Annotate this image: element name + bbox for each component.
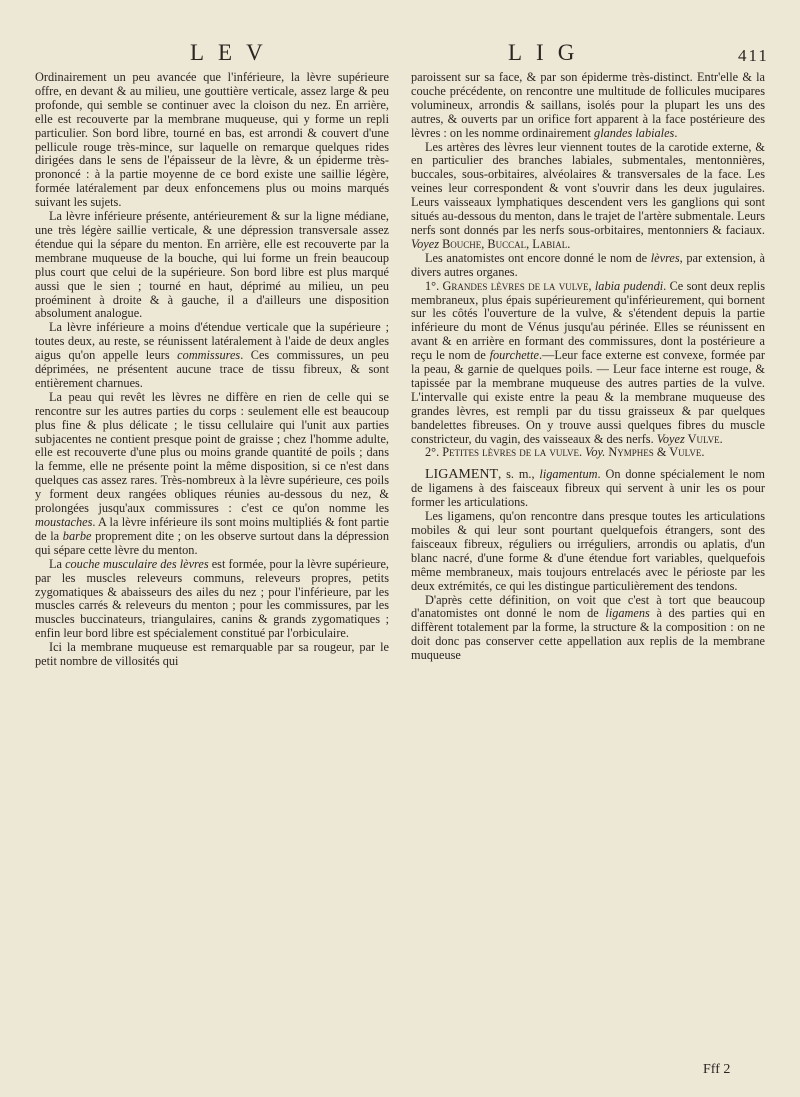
- term: commissures: [177, 348, 241, 363]
- term: couche musculaire des lèvres: [65, 556, 209, 571]
- numbering: 2°.: [425, 445, 443, 460]
- page-number: 411: [738, 46, 769, 65]
- paragraph: Ici la membrane muqueuse est remarquable par sa rougeur, par le petit nombre de villosités qui: [35, 640, 389, 669]
- paragraph: [411, 446, 765, 460]
- text: à des parties qui en diffèrent totalement par la forme, la structure & la composition : on ne doit donc pas conserver cette appellation aux replis de la membrane muqueuse: [411, 606, 765, 663]
- term: barbe: [62, 528, 92, 543]
- subheading: Petites lèvres de la vulve: [442, 445, 580, 460]
- cross-reference-targets: Nymphes & Vulve.: [605, 445, 705, 460]
- text: La peau qui revêt les lèvres ne diffère en rien de celle qui se rencontre sur les autres parties du corps : seulement elle est beaucoup plus fine & plus délicate ; le tissu cellulaire qui l'unit aux parties subjacentes ne contient presque point de graisse ; chez l'homme adulte, elle est recouverte d'une plus ou moins grande quantité de poils ; dans la femme, elle ne présente point la même disposition, si ce n'est dans quelques cas assez rares. Très-nombreux à la lèvre supérieure, ces poils y forment deux rangées obliques réunies au-dessous du nez, & prolongées jusqu'aux commissures : c'est ce qu'on nomme les: [35, 389, 389, 516]
- text: Les anatomistes ont encore donné le nom de: [425, 250, 651, 265]
- entry-headword: LIGAMENT: [425, 467, 499, 483]
- cross-reference-target: Vulve.: [684, 431, 723, 446]
- paragraph: [35, 321, 389, 391]
- paragraph: Les ligamens, qu'on rencontre dans presque toutes les articulations mobiles & qui leur sont pourtant quelquefois étrangers, sont des faisceaux fibreux, réguliers ou irréguliers, arrondis ou aplatis, d'un blanc nacré, d'une forme & d'une étendue fort variables, quelquefois même membraneux, mais toujours entrelacés avec le périoste par les deux extrémités, ce qui les distingue particulièrement des tendons.: [411, 509, 765, 593]
- text: .: [674, 125, 678, 140]
- text: . On donne spécialement le nom de ligamens à des faisceaux fibreux qui servent à unir les os pour former les articulations.: [411, 467, 765, 510]
- text: . Ces commissures, un peu déprimées, ne présentent aucune trace de tissu fibreux, & sont entièrement charnues.: [35, 348, 389, 390]
- text: est formée, pour la lèvre supérieure, par les muscles releveurs communs, releveurs propres, petits zygomatiques & abaisseurs des ailes du nez ; pour l'inférieure, par les muscles carrés & releveurs du menton ; pour les commissures, par les muscles buccinateurs, triangulaires, canins & grands zygomatiques ; enfin leur bord libre est spécialement constitué par l'orbiculaire.: [35, 556, 389, 641]
- text: , par extension, à divers autres organes.: [411, 250, 765, 279]
- cross-reference-targets: Bouche, Buccal, Labial.: [439, 236, 571, 251]
- term: glandes labiales: [594, 125, 675, 140]
- text: .—Leur face externe est convexe, formée par la peau, & garnie de quelques poils. — Leur face interne est rouge, & tapissée par la membrane muqueuse des autres parties de la vulve. L'intervalle qui existe entre la peau & la membrane muqueuse des grandes lèvres, est rempli par du tissu graisseux & par quelques bandelettes fibreuses. On y trouve aussi quelques fibres du muscle constricteur, du vagin, des vaisseaux & des nerfs.: [411, 348, 765, 446]
- text: .: [579, 445, 586, 460]
- signature-mark: Fff 2: [703, 1062, 731, 1077]
- paragraph: [411, 252, 765, 280]
- cross-reference: Voyez: [656, 431, 685, 446]
- left-column: [35, 71, 389, 669]
- text: ,: [588, 278, 595, 293]
- paragraph: [35, 391, 389, 558]
- paragraph: [411, 71, 765, 141]
- paragraph: [35, 558, 389, 641]
- paragraph: [411, 141, 765, 252]
- running-head-left: LEV: [190, 40, 277, 65]
- dictionary-entry: [411, 468, 765, 510]
- term: fourchette: [489, 348, 539, 363]
- subheading: Grandes lèvres de la vulve: [442, 278, 589, 293]
- term: moustaches: [35, 515, 93, 529]
- term: ligamens: [605, 606, 650, 621]
- paragraph: Ordinairement un peu avancée que l'inférieure, la lèvre supérieure offre, en devant & au milieu, une gouttière verticale, assez large & peu profonde, qui semble se continuer avec la cloison du nez. En arrière, elle est recouverte par la membrane muqueuse, qui y forme un repli particulier. Son bord libre, tourné en bas, est arrondi & couvert d'une pellicule rouge très-mince, sur laquelle on remarque quelques rides dirigées dans le sens de l'épaisseur de la lèvre, & un épiderme très-prononcé : à la partie moyenne de ce bord existe une saillie légère, formée latéralement par deux enfoncemens plus ou moins marqués suivant les sujets.: [35, 70, 389, 210]
- paragraph: [411, 280, 765, 447]
- text: Les artères des lèvres leur viennent toutes de la carotide externe, & en particulier des branches labiales, submentales, mentonnières, buccales, sous-orbitaires, alvéolaires & transversales de la face. Les veines leur correspondent & vont s'ouvrir dans les deux jugulaires. Leurs vaisseaux lymphatiques descendent vers les ganglions qui sont situés au-dessous du menton, dans le trajet de l'artère submentale. Leurs nerfs sont donnés par les nerfs sous-orbitaires, mentonniers & faciaux.: [411, 139, 765, 237]
- paragraph: [411, 594, 765, 664]
- paragraph: La lèvre inférieure présente, antérieurement & sur la ligne médiane, une très légère saillie verticale, & une dépression transversale assez étendue qui la sépare du menton. En arrière, elle est recouverte par la membrane muqueuse de la bouche, qui lui forme un frein beaucoup plus court que celui de la supérieure. Son bord libre est plus marqué aussi que le sien ; tourné en haut, déprimé au milieu, un peu proéminent à droite & à gauche, il a d'ailleurs une disposition absolument analogue.: [35, 209, 389, 321]
- text: proprement dite ; on les observe surtout dans la dépression qui sépare cette lèvre du menton.: [35, 528, 389, 557]
- text: La lèvre inférieure a moins d'étendue verticale que la supérieure ; toutes deux, au reste, se réunissent latéralement à l'aide de deux angles aigus qu'on appelle leurs: [35, 320, 389, 363]
- numbering: 1°.: [425, 278, 443, 293]
- text: La: [49, 556, 66, 571]
- cross-reference: Voy.: [585, 445, 606, 460]
- term: lèvres: [650, 250, 680, 265]
- right-column: [411, 71, 765, 663]
- latin-term: labia pudendi: [594, 278, 664, 293]
- text: . Ce sont deux replis membraneux, plus épais supérieurement qu'inférieurement, qui bornent sur les côtés l'ouverture de la vulve, & s'étendent depuis la partie inférieure du mont de Vénus jusqu'au périnée. Elles se réunissent en avant & en arrière en formant des commissures, dont la postérieure a reçu le nom de: [411, 278, 765, 363]
- text: D'après cette définition, on voit que c'est à tort que beaucoup d'anatomistes ont donné le nom de: [411, 592, 765, 621]
- grammar-label: , s. m.,: [498, 467, 540, 482]
- running-head-right: LIG: [508, 40, 589, 65]
- text: . A la lèvre inférieure ils sont moins multipliés & font partie de la: [35, 515, 389, 543]
- cross-reference: Voyez: [411, 236, 439, 251]
- text: paroissent sur sa face, & par son épiderme très-distinct. Entr'elle & la couche précédente, on rencontre une multitude de follicules mucipares volumineux, arrondis & saillans, isolés pour la plupart les uns des autres, & ouverts par un orifice fort apparent à la face postérieure des lèvres : on les nomme ordinairement: [411, 70, 765, 140]
- latin-term: ligamentum: [539, 467, 598, 482]
